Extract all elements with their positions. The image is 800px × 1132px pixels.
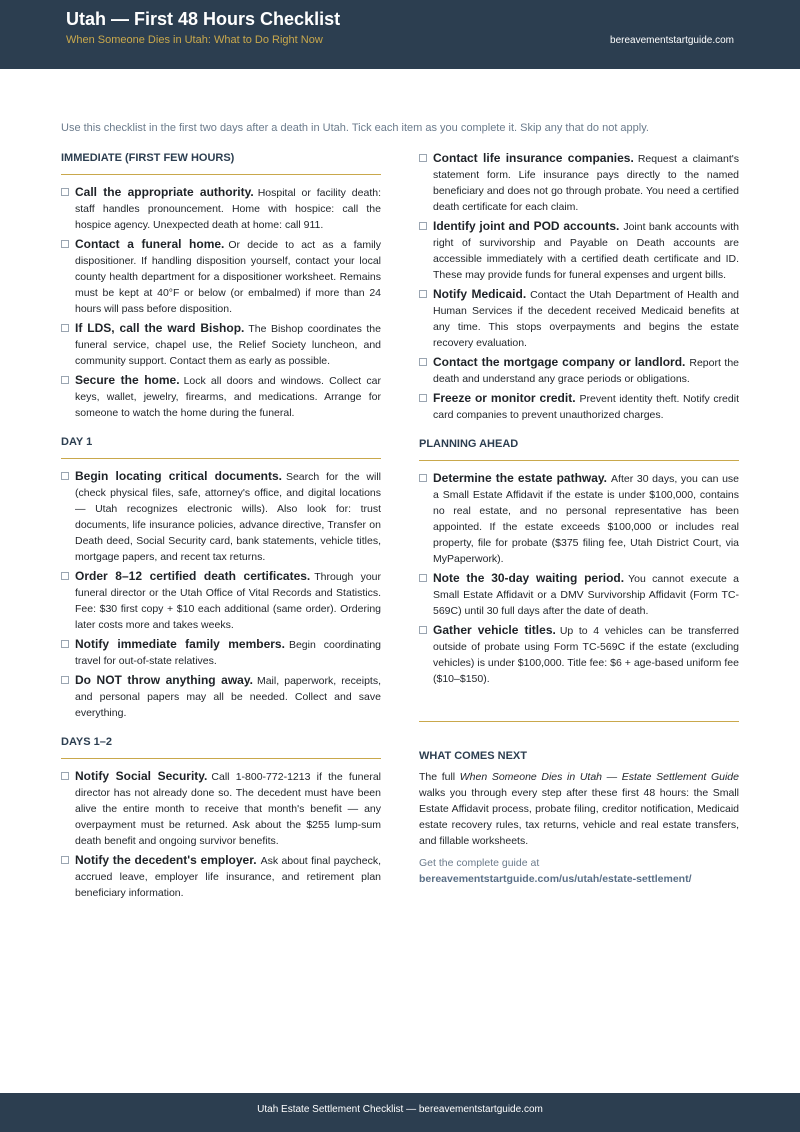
checkbox[interactable] <box>61 188 69 196</box>
item-text: Up to 4 vehicles can be transferred outside of probate using Form TC-569C if the estate (excluding vehicles) is under $100,000. Title fee: $6 + age-based uniform fee ($10–$150). <box>433 625 739 685</box>
checkbox[interactable] <box>419 574 427 582</box>
item-text: You cannot execute a Small Estate Affidavit or a DMV Survivorship Affidavit (Form TC-569C) until 30 full days after the date of death. <box>433 573 739 617</box>
checklist-item <box>61 372 381 421</box>
checklist-item <box>61 236 381 317</box>
item-lead: Note the 30-day waiting period. <box>433 571 625 585</box>
item-text: Report the death and understand any grace periods or obligations. <box>433 357 740 385</box>
item-lead: Notify the decedent's employer. <box>75 853 257 867</box>
checklist <box>419 150 739 423</box>
page-header <box>0 0 800 69</box>
checklist-item <box>61 568 381 633</box>
guide-link[interactable]: bereavementstartguide.com/us/utah/estate-settlement/ <box>419 873 692 885</box>
section-day-1 <box>61 434 381 721</box>
item-text: After 30 days, you can use a Small Estate Affidavit if the estate is under $100,000, contains no real estate, and no personal representative has been appointed. If the estate exceeds $100,000 or includes real property, file for probate ($375 filing fee, Utah District Court, via MyPaperwork). <box>433 473 739 565</box>
item-lead: Contact a funeral home. <box>75 237 225 251</box>
item-text: Search for the will (check physical files, safe, attorney's office, and digital locations — Utah recognizes electronic wills). Also look for: trust documents, life insurance policies, advance directive, Transfer on Death deed, Social Security card, bank statements, vehicle titles, mortgage papers, and recent tax returns. <box>75 471 382 563</box>
item-text: Hospital or facility death: staff handles pronouncement. Home with hospice: call the hospice agency. Unexpected death at home: call 911. <box>75 187 381 231</box>
section-title: PLANNING AHEAD <box>419 436 739 461</box>
checklist-item <box>61 852 381 901</box>
checklist-item <box>419 286 739 351</box>
item-lead: Begin locating critical documents. <box>75 469 282 483</box>
next-body <box>419 769 739 849</box>
next-title: WHAT COMES NEXT <box>419 750 527 762</box>
checklist-item <box>61 320 381 369</box>
what-comes-next <box>419 748 739 887</box>
document-title: Utah — First 48 Hours Checklist <box>66 9 341 29</box>
guide-title: When Someone Dies in Utah — Estate Settlement Guide <box>459 771 739 783</box>
item-text: Lock all doors and windows. Collect car keys, wallet, jewelry, firearms, and medications. Arrange for someone to watch the home during the funeral. <box>75 375 381 419</box>
item-lead: Identify joint and POD accounts. <box>433 219 620 233</box>
left-column <box>61 150 381 914</box>
divider <box>419 721 739 722</box>
item-text: Call 1-800-772-1213 if the funeral director has not already done so. The decedent must have been alive the entire month to receive that month's benefit — any overpayment must be returned. Ask about the $255 lump-sum death benefit and ongoing survivor benefits. <box>75 771 382 847</box>
item-lead: Contact the mortgage company or landlord. <box>433 355 686 369</box>
item-text: Request a claimant's statement form. Life insurance pays directly to the named beneficiary and does not go through probate. You need a certified death certificate for each claim. <box>433 153 740 213</box>
checklist-item <box>419 150 739 215</box>
checkbox[interactable] <box>61 676 69 684</box>
checklist-item <box>61 184 381 233</box>
checkbox[interactable] <box>419 394 427 402</box>
checkbox[interactable] <box>61 772 69 780</box>
section-title: DAY 1 <box>61 434 381 459</box>
item-text: Prevent identity theft. Notify credit card companies to prevent unauthorized charges. <box>433 393 739 421</box>
section-days-1-2-continued <box>419 150 739 423</box>
section-days-1-2 <box>61 734 381 901</box>
item-lead: Contact life insurance companies. <box>433 151 634 165</box>
item-lead: Secure the home. <box>75 373 180 387</box>
checklist-item <box>61 636 381 669</box>
checklist <box>61 468 381 721</box>
checkbox[interactable] <box>419 222 427 230</box>
checklist-item <box>419 470 739 567</box>
item-text: Joint bank accounts with right of survivorship and Payable on Death accounts are accessible immediately with a certified death certificate and ID. These may provide funds for funeral expenses and urgent bills. <box>433 221 739 281</box>
item-lead: Notify Medicaid. <box>433 287 527 301</box>
item-lead: If LDS, call the ward Bishop. <box>75 321 245 335</box>
section-title: IMMEDIATE (FIRST FEW HOURS) <box>61 150 381 175</box>
item-lead: Do NOT throw anything away. <box>75 673 253 687</box>
header-site-link[interactable]: bereavementstartguide.com <box>610 35 734 46</box>
footer-text: Utah Estate Settlement Checklist — bereavementstartguide.com <box>257 1104 543 1115</box>
checklist <box>61 768 381 901</box>
item-text: Mail, paperwork, receipts, and personal papers may all be needed. Collect and save everything. <box>75 675 381 719</box>
document-subtitle: When Someone Dies in Utah: What to Do Right Now <box>66 34 323 46</box>
checkbox[interactable] <box>61 240 69 248</box>
checkbox[interactable] <box>419 626 427 634</box>
item-text: Begin coordinating travel for out-of-state relatives. <box>75 639 382 667</box>
item-lead: Determine the estate pathway. <box>433 471 608 485</box>
item-text: The Bishop coordinates the funeral service, chapel use, the Relief Society luncheon, and community support. Contact them as early as possible. <box>75 323 381 367</box>
item-lead: Order 8–12 certified death certificates. <box>75 569 311 583</box>
checkbox[interactable] <box>61 640 69 648</box>
checklist-item <box>419 570 739 619</box>
item-text: Ask about final paycheck, accrued leave, employer life insurance, and retirement plan beneficiary information. <box>75 855 381 899</box>
next-cta: Get the complete guide at <box>419 857 540 869</box>
checklist <box>61 184 381 421</box>
section-planning-ahead <box>419 436 739 687</box>
section-title: DAYS 1–2 <box>61 734 381 759</box>
checklist-item <box>61 672 381 721</box>
checkbox[interactable] <box>61 472 69 480</box>
checklist-item <box>419 622 739 687</box>
checkbox[interactable] <box>61 324 69 332</box>
page-footer <box>0 1093 800 1132</box>
item-text: Through your funeral director or the Utah Office of Vital Records and Statistics. Fee: $30 first copy + $10 each additional (same order). Ordering later costs more and takes weeks. <box>75 571 381 631</box>
intro-text: Use this checklist in the first two days after a death in Utah. Tick each item as you complete it. Skip any that do not apply. <box>61 122 649 134</box>
checklist-item <box>419 218 739 283</box>
next-body-pre: The full <box>419 771 460 783</box>
checkbox[interactable] <box>61 376 69 384</box>
item-text: Contact the Utah Department of Health and Human Services if the decedent received Medicaid benefits at any time. This stops overpayments and begins the estate recovery evaluation. <box>433 289 740 349</box>
item-lead: Gather vehicle titles. <box>433 623 556 637</box>
item-text: Or decide to act as a family dispositioner. If handling disposition yourself, contact your local county health department for a dispositioner worksheet. Remains must be kept at 40°F or below (or embalmed) if more than 24 hours will pass before disposition. <box>75 239 381 315</box>
checkbox[interactable] <box>61 856 69 864</box>
checkbox[interactable] <box>419 290 427 298</box>
checkbox[interactable] <box>61 572 69 580</box>
right-column <box>419 150 739 887</box>
checkbox[interactable] <box>419 154 427 162</box>
checkbox[interactable] <box>419 474 427 482</box>
section-immediate <box>61 150 381 421</box>
item-lead: Freeze or monitor credit. <box>433 391 576 405</box>
item-lead: Call the appropriate authority. <box>75 185 254 199</box>
checkbox[interactable] <box>419 358 427 366</box>
next-body-post: walks you through every step after these first 48 hours: the Small Estate Affidavit process, probate filing, creditor notification, Medicaid estate recovery rules, tax returns, vehicle and real estate transfers, and fillable worksheets. <box>419 787 739 847</box>
checklist-item <box>419 354 739 387</box>
checklist-item <box>61 768 381 849</box>
checklist-item <box>61 468 381 565</box>
checklist-item <box>419 390 739 423</box>
item-lead: Notify immediate family members. <box>75 637 285 651</box>
item-lead: Notify Social Security. <box>75 769 208 783</box>
checklist <box>419 470 739 687</box>
